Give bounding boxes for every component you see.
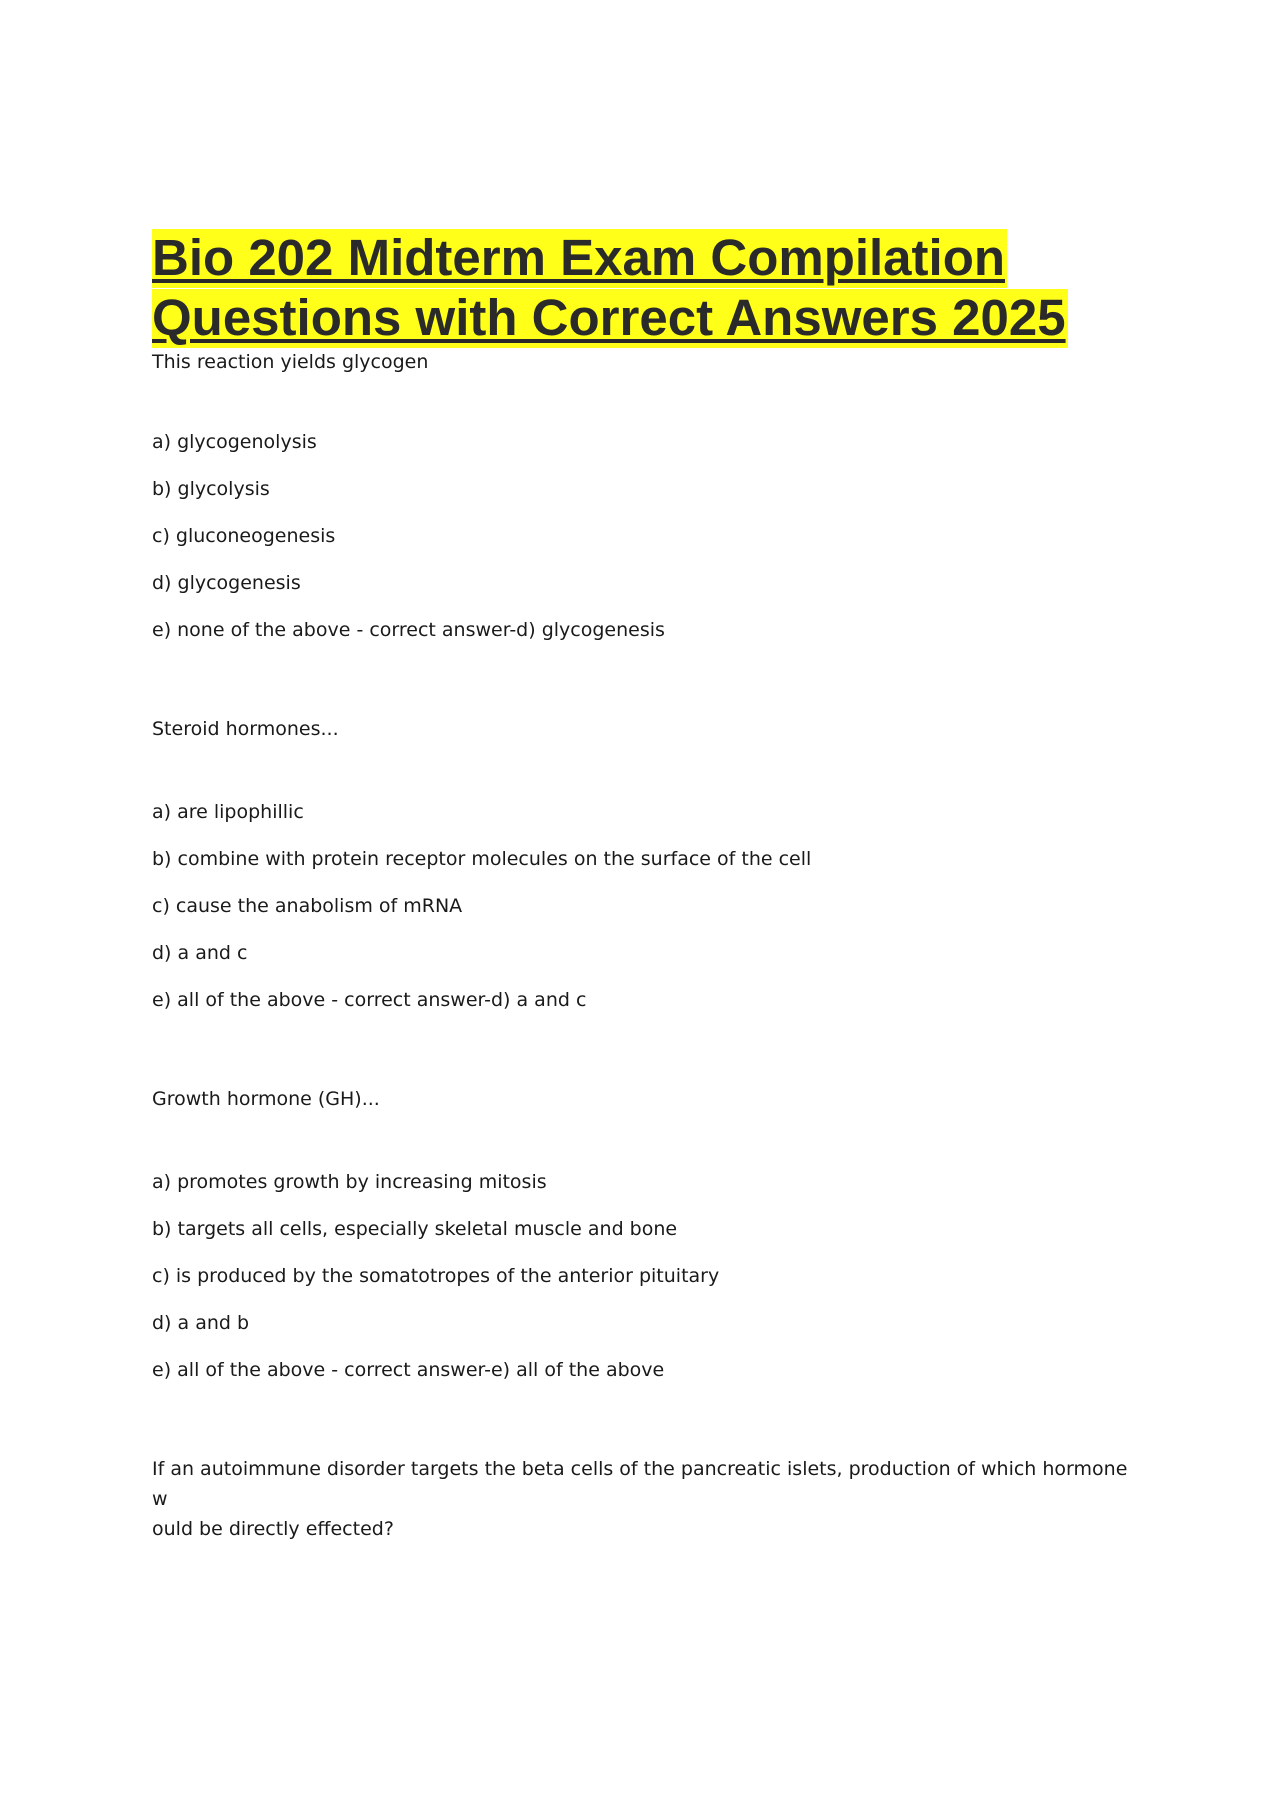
spacer <box>152 1402 1152 1454</box>
question-block-4 <box>152 1454 1152 1544</box>
document-page <box>152 228 1152 1544</box>
option-e-answer: e) none of the above - correct answer-d) glycogenesis <box>152 619 665 641</box>
question-block-3 <box>152 1084 1152 1385</box>
title-line-2: Questions with Correct Answers 2025 <box>152 289 1066 346</box>
options-list <box>152 1167 1152 1385</box>
question-prompt-line-1: If an autoimmune disorder targets the beta cells of the pancreatic islets, production of which hormone w <box>152 1458 1128 1510</box>
spacer <box>152 1032 1152 1084</box>
option-b: b) combine with protein receptor molecules on the surface of the cell <box>152 848 812 870</box>
option-c: c) gluconeogenesis <box>152 525 336 547</box>
option-e-answer: e) all of the above - correct answer-e) all of the above <box>152 1359 665 1381</box>
option-d: d) a and b <box>152 1312 250 1334</box>
question-prompt: Steroid hormones... <box>152 718 339 740</box>
question-block-2 <box>152 714 1152 1015</box>
option-c: c) cause the anabolism of mRNA <box>152 895 463 917</box>
option-c: c) is produced by the somatotropes of the anterior pituitary <box>152 1265 720 1287</box>
document-title <box>152 228 1152 348</box>
question-block-1 <box>152 350 1152 645</box>
option-d: d) glycogenesis <box>152 572 301 594</box>
question-prompt-line-2: ould be directly effected? <box>152 1518 394 1540</box>
option-b: b) glycolysis <box>152 478 270 500</box>
title-line-1: Bio 202 Midterm Exam Compilation <box>152 229 1006 286</box>
option-a: a) promotes growth by increasing mitosis <box>152 1171 547 1193</box>
options-list <box>152 797 1152 1015</box>
option-d: d) a and c <box>152 942 248 964</box>
option-e-answer: e) all of the above - correct answer-d) a and c <box>152 989 587 1011</box>
option-a: a) glycogenolysis <box>152 431 317 453</box>
options-list <box>152 427 1152 645</box>
spacer <box>152 662 1152 714</box>
question-prompt: This reaction yields glycogen <box>152 351 429 373</box>
option-b: b) targets all cells, especially skeletal muscle and bone <box>152 1218 678 1240</box>
option-a: a) are lipophillic <box>152 801 304 823</box>
question-prompt: Growth hormone (GH)... <box>152 1088 380 1110</box>
